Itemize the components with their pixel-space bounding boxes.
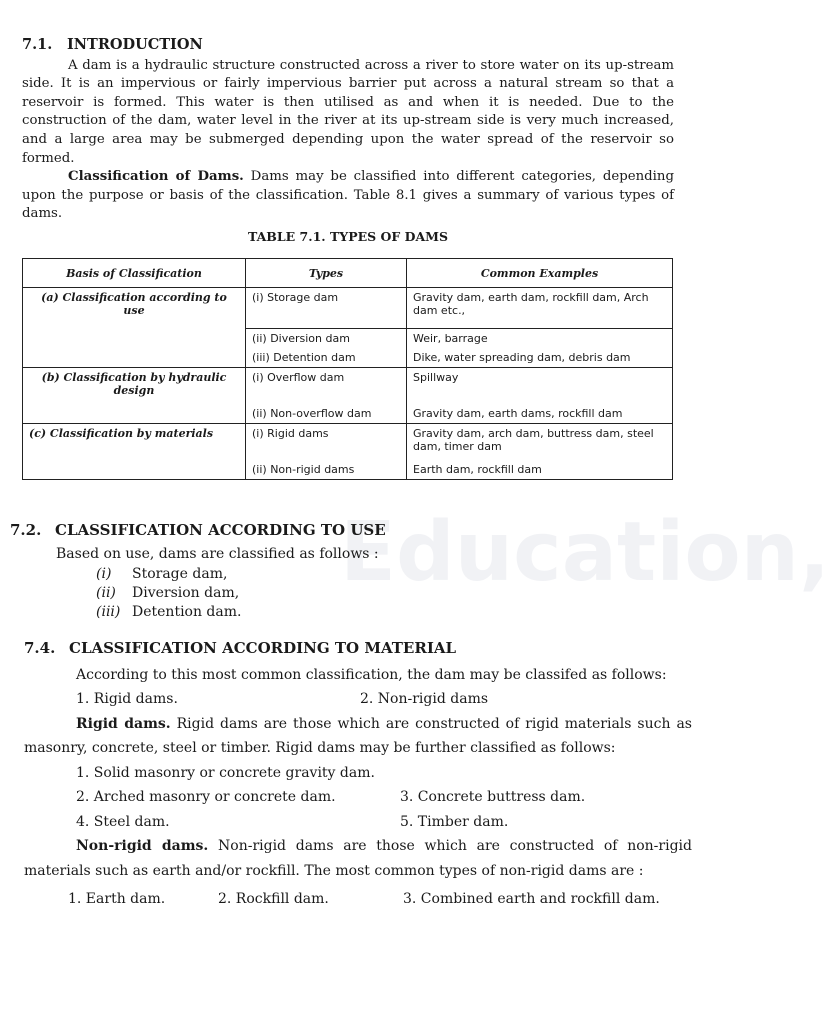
section-heading: 7.1. INTRODUCTION: [22, 36, 203, 53]
list-item: (ii) Diversion dam,: [96, 585, 240, 601]
table-row: [23, 424, 673, 461]
example-cell: Gravity dam, earth dams, rockfill dam: [407, 404, 673, 424]
table-header: Common Examples: [407, 259, 673, 288]
example-cell: Gravity dam, earth dam, rockfill dam, Arch dam etc.,: [407, 288, 673, 329]
watermark: Education,: [340, 505, 830, 600]
rigid-list: [24, 761, 692, 786]
list-item: 4. Steel dam.: [76, 813, 170, 830]
list-item: 1. Earth dam.: [68, 891, 166, 907]
use-list: [10, 565, 700, 622]
type-cell: (iii) Detention dam: [246, 348, 407, 368]
list-item: 2. Arched masonry or concrete dam.: [76, 789, 336, 805]
blank-page-bottom: [0, 930, 768, 1024]
rigid-paragraph: Rigid dams. Rigid dams are those which are constructed of rigid materials such as masonry, concrete, steel or timber. Rigid dams may be further classified as follows:: [24, 715, 692, 756]
type-cell: (ii) Non-rigid dams: [246, 460, 407, 480]
basis-cell: (a) Classification according to use: [23, 288, 246, 368]
table-row: [23, 368, 673, 405]
example-cell: Spillway: [407, 368, 673, 405]
section-classification-material: [24, 636, 692, 912]
type-cell: (i) Rigid dams: [246, 424, 407, 461]
type-cell: (ii) Non-overflow dam: [246, 404, 407, 424]
list-item: (i) Storage dam,: [96, 566, 228, 582]
intro-paragraph: A dam is a hydraulic structure constructed across a river to store water on its up-stream side. It is an impervious or fairly impervious barrier put across a natural stream so that a reservoir is formed. This water is then utilised as and when it is needed. Due to the construction of the dam, water level in the river at its up-stream side is very much increased, and a large area may be submerged depending upon the water spread of the reservoir so formed.: [22, 57, 674, 166]
basis-cell: (b) Classification by hydraulic design: [23, 368, 246, 424]
material-intro: According to this most common classification, the dam may be classifed as follows:: [76, 666, 667, 683]
section-introduction: [22, 36, 674, 249]
use-intro: Based on use, dams are classified as follows :: [56, 546, 379, 562]
list-item: 1. Solid masonry or concrete gravity dam.: [76, 764, 375, 781]
example-cell: Earth dam, rockfill dam: [407, 460, 673, 480]
nonrigid-list: [24, 887, 692, 912]
list-item: 3. Concrete buttress dam.: [400, 789, 586, 805]
list-item: 1. Rigid dams.: [76, 691, 178, 707]
section-heading: 7.2. CLASSIFICATION ACCORDING TO USE: [10, 521, 386, 539]
basis-cell: (c) Classification by materials: [23, 424, 246, 480]
material-list: [24, 687, 692, 712]
type-cell: (i) Storage dam: [246, 288, 407, 329]
section-heading: 7.4. CLASSIFICATION ACCORDING TO MATERIAL: [24, 639, 457, 657]
example-cell: Gravity dam, arch dam, buttress dam, steel dam, timer dam: [407, 424, 673, 461]
example-cell: Weir, barrage: [407, 329, 673, 349]
type-cell: (i) Overflow dam: [246, 368, 407, 405]
nonrigid-paragraph: Non-rigid dams. Non-rigid dams are those which are constructed of non-rigid materials such as earth and/or rockfill. The most common types of non-rigid dams are :: [24, 838, 692, 879]
list-item: 3. Combined earth and rockfill dam.: [403, 891, 660, 907]
table-header: Basis of Classification: [23, 259, 246, 288]
table-row: [23, 288, 673, 329]
list-item: 2. Rockfill dam.: [218, 891, 329, 907]
example-cell: Dike, water spreading dam, debris dam: [407, 348, 673, 368]
type-cell: (ii) Diversion dam: [246, 329, 407, 349]
table-title: TABLE 7.1. TYPES OF DAMS: [247, 228, 449, 244]
section-classification-use: [10, 520, 700, 622]
table-header: Types: [246, 259, 407, 288]
classification-paragraph: Classification of Dams. Dams may be classified into different categories, depending upon the purpose or basis of the classification. Table 8.1 gives a summary of various types of dams.: [22, 169, 675, 222]
list-item: 2. Non-rigid dams: [360, 691, 489, 707]
list-item: 5. Timber dam.: [400, 813, 509, 830]
list-item: (iii) Detention dam.: [96, 604, 242, 620]
types-of-dams-table: [22, 258, 673, 480]
